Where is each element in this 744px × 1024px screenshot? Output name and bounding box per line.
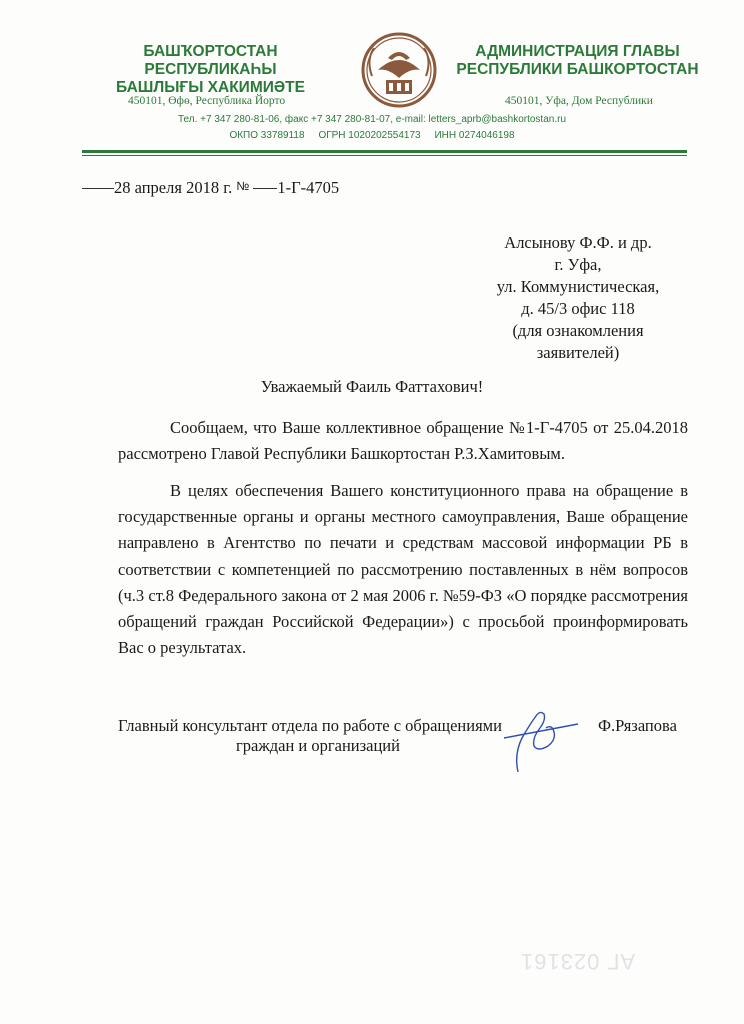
emblem	[358, 30, 440, 110]
recipient-line3: ул. Коммунистическая,	[496, 277, 660, 296]
recipient-line6: заявителей)	[536, 343, 620, 362]
contacts-line: Тел. +7 347 280-81-06, факс +7 347 280-81-07, e-mail: letters_aprb@bashkortostan.ru	[177, 114, 567, 125]
handwritten-signature	[500, 694, 580, 774]
recipient-line4: д. 45/3 офис 118	[521, 299, 635, 318]
header-rule-thick	[82, 150, 687, 153]
recipient-line5: (для ознакомления	[512, 321, 644, 340]
date-leader-line	[82, 188, 114, 189]
recipient-line2: г. Уфа,	[554, 255, 602, 274]
left-org-line1: БАШҠОРТОСТАН РЕСПУБЛИКАҺЫ	[143, 43, 278, 78]
recipient-block	[478, 232, 678, 364]
coat-of-arms-icon	[358, 30, 440, 110]
document-number: 1-Г-4705	[277, 178, 340, 197]
number-leader-line	[253, 188, 277, 189]
right-org-line2: РЕСПУБЛИКИ БАШКОРТОСТАН	[456, 61, 699, 78]
signatory-name: Ф.Рязапова	[598, 716, 677, 735]
header-rule-thin	[82, 155, 687, 156]
right-address: 450101, Уфа, Дом Республики	[505, 95, 653, 107]
signatory-position-line1: Главный консультант отдела по работе с обращениями	[118, 716, 502, 735]
codes-line: ОКПО 33789118 ОГРН 1020202554173 ИНН 0274046198	[229, 130, 515, 141]
left-address: 450101, Өфө, Республика Йорто	[128, 95, 286, 107]
document-date: 28 апреля 2018 г.	[114, 178, 233, 197]
date-number-row	[82, 178, 339, 198]
recipient-line1: Алсынову Ф.Ф. и др.	[504, 233, 652, 252]
right-org-line1: АДМИНИСТРАЦИЯ ГЛАВЫ	[475, 43, 680, 60]
signatory-position-line2: граждан и организаций	[236, 736, 400, 755]
salutation: Уважаемый Фаиль Фаттахович!	[260, 377, 484, 396]
number-label: №	[236, 179, 250, 193]
right-org-name	[455, 43, 700, 79]
serial-stamp: АГ 023161	[520, 949, 636, 974]
paragraph-1: Сообщаем, что Ваше коллективное обращение №1-Г-4705 от 25.04.2018 рассмотрено Главой Республики Башкортостан Р.З.Хамитовым.	[118, 418, 688, 463]
left-org-line2: БАШЛЫҒЫ ХАКИМИӘТЕ	[116, 79, 305, 96]
paragraph-2: В целях обеспечения Вашего конституционного права на обращение в государственные органы и органы местного самоуправления, Ваше обращение направлено в Агентство по печати и средствам массовой информации РБ в соответствии с компетенцией по рассмотрению поставленных в нём вопросов (ч.3 ст.8 Федерального закона от 2 мая 2006 г. №59-ФЗ «О порядке рассмотрения обращений граждан Российской Федерации») с просьбой проинформировать Вас о результатах.	[118, 481, 688, 658]
left-org-name	[88, 43, 333, 97]
